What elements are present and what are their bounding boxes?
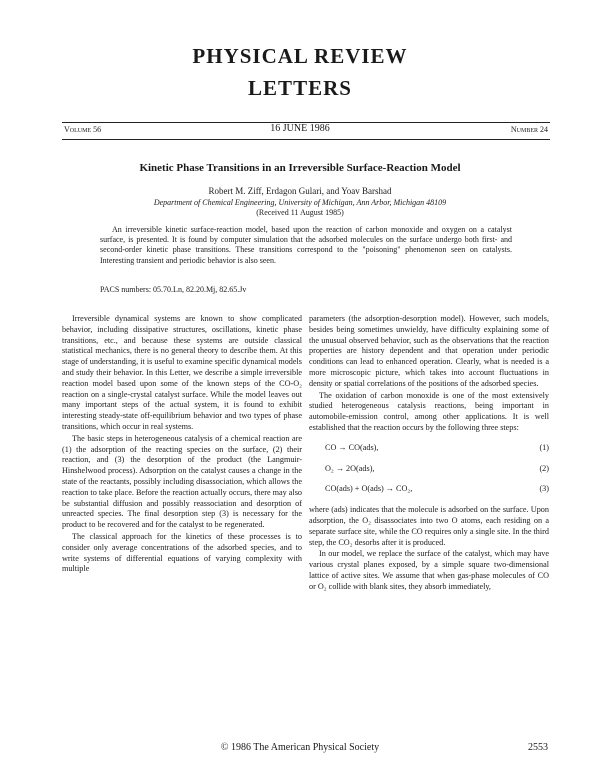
- equation-2: [309, 464, 549, 475]
- article-authors: Robert M. Ziff, Erdagon Gulari, and Yoav Barshad: [208, 186, 392, 196]
- body-paragraph: parameters (the adsorption-desorption model). However, such models, besides being sometimes unwieldy, have difficulty explaining some of the unusual observed behavior, such as the observations that the reaction properties are history dependent and that operation under periodic conditions can lead to enhanced operation. Clearly, what is needed is a more microscopic picture, which takes into account fluctuations in density or spatial correlations of the positions of the adsorbed species.: [309, 314, 549, 388]
- body-column-right: [309, 314, 549, 594]
- pacs-numbers: PACS numbers: 05.70.Ln, 82.20.Mj, 82.65.Jv: [100, 285, 247, 294]
- body-paragraph: Irreversible dynamical systems are known to show complicated behavior, including dissipative structures, oscillations, kinetic phase transitions, etc., and because these systems are outside classical statistical mechanics, there is no general theory to describe them. At this stage of understanding, it is useful to examine specific dynamical models and study their behavior. In this Letter, we describe a simple irreversible reaction model based upon some of the known steps of the CO-O₂ reaction on a single-crystal catalyst surface. While the model leaves out many important steps of the actual system, it is found to exhibit interesting steady-state off-equilibrium behavior and two types of phase transitions, which occur in real systems.: [62, 314, 302, 431]
- journal-title-line2: LETTERS: [248, 76, 352, 100]
- copyright-notice: © 1986 The American Physical Society: [220, 742, 380, 753]
- body-paragraph: where (ads) indicates that the molecule is adsorbed on the surface. Upon adsorption, the O₂ disassociates into two O atoms, each residing on a separate surface site, while the CO requires only a single site. In the third step, the CO₂ desorbs after it is produced.: [309, 505, 549, 547]
- issue-date: 16 JUNE 1986: [270, 123, 330, 134]
- received-date: (Received 11 August 1985): [256, 208, 344, 217]
- equation-3: [309, 484, 549, 495]
- body-column-left: [62, 314, 302, 576]
- page-number: 2553: [528, 742, 548, 753]
- body-paragraph: The classical approach for the kinetics of these processes is to consider only average concentrations of the adsorbed species, and to write systems of differential equations of varying complexity with multiple: [62, 531, 302, 574]
- article-title: Kinetic Phase Transitions in an Irreversible Surface-Reaction Model: [139, 162, 461, 174]
- volume-label: Volume 56: [64, 125, 102, 134]
- equation-number: (2): [539, 463, 549, 473]
- equation-expression: CO(ads) + O(ads) → CO₂,: [325, 484, 413, 494]
- equation-expression: O₂ → 2O(ads),: [325, 463, 375, 473]
- body-paragraph: The basic steps in heterogeneous catalysis of a chemical reaction are (1) the adsorption of the reacting species on the surface, (2) their reaction, and (3) the desorption of the product (the Langmuir-Hinshelwood process). Adsorption on the catalyst causes a change in the state of the reactants, possibly including disassociation, which allows the reaction to take place. Before the reaction actually occurs, there may also be substantial diffusion and possibly reassociation and desorption of unreacted species. The final desorption step (3) is necessary for the product to be recovered and for the catalyst to be regenerated.: [62, 433, 302, 530]
- author-affiliation: Department of Chemical Engineering, University of Michigan, Ann Arbor, Michigan 48109: [153, 198, 447, 207]
- header-rule-bottom: [62, 139, 550, 140]
- issue-number: Number 24: [510, 125, 548, 134]
- body-paragraph: The oxidation of carbon monoxide is one of the most extensively studied heterogeneous catalysis reactions, being important in automobile-emission control, among other applications. It is well established that the reaction occurs by the following three steps:: [309, 390, 549, 432]
- abstract: An irreversible kinetic surface-reaction model, based upon the reaction of carbon monoxide and oxygen on a catalyst surface, is presented. It is found by computer simulation that the adsorbed molecules on the surface undergo both first- and second-order kinetic phase transitions. These transitions correspond to the "poisoning" phenomenon seen on catalysts. Interesting transient and periodic behavior is also seen.: [100, 225, 512, 265]
- journal-title-line1: PHYSICAL REVIEW: [192, 44, 408, 68]
- equation-number: (1): [539, 442, 549, 452]
- equation-number: (3): [539, 484, 549, 494]
- equation-expression: CO → CO(ads),: [325, 442, 379, 452]
- equation-1: [309, 443, 549, 454]
- body-paragraph: In our model, we replace the surface of the catalyst, which may have various crystal planes exposed, by a simple square two-dimensional lattice of active sites. We assume that when gas-phase molecules of CO or O₂ collide with blank sites, they absorb immediately,: [309, 549, 549, 591]
